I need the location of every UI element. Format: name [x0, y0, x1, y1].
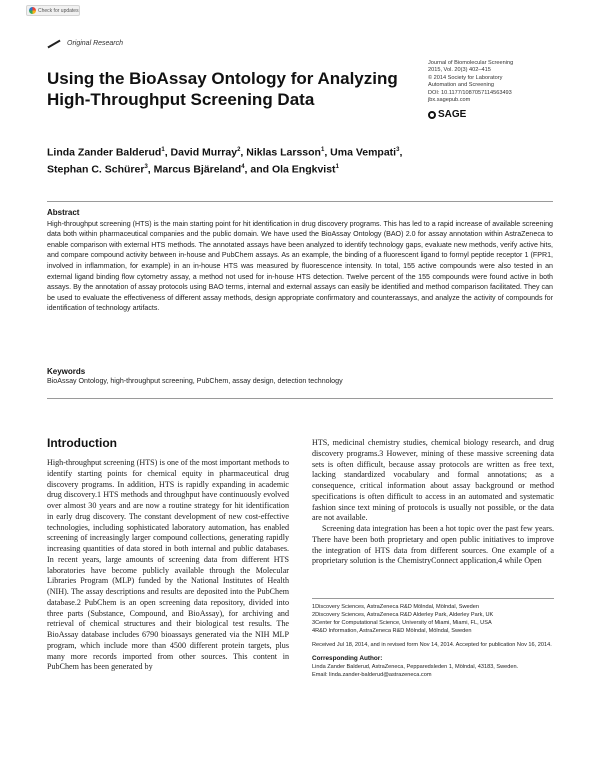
intro-paragraph-1: High-throughput screening (HTS) is one of the most important methods to identify starting points for chemical equity in pharmaceutical drug discovery programs. In addition, HTS is rapidly expanding in academic drug discovery.1 HTS methods and throughput have continuously evolved over almost 30 years and are now a routine strategy for hit identification in early drug discovery. The constant development of new cost-effective technologies, including sophisticated laboratory automation, has enabled screening of increasingly larger compound collections, generating rapidly increasing quantities of data stored in both internal and public databases. In recent years, large amounts of screening data from different HTS laboratories have become publicly available through the Molecular Libraries Program (MLP) funded by the National Institutes of Health (NIH). The assay descriptions and results are deposited into the PubChem database.2 PubChem is an open screening data repository, divided into three parts (Substance, Compound, and BioAssay), for archiving and retrieval of chemical structures and their biological test results. The BioAssay database includes 6790 bioassays generated via the NIH MLP program, which include more than 4500 different protein targets, plus many more records imported from other sources. This content in PubChem has been generated by: [47, 458, 289, 672]
check-updates-label: Check for updates: [38, 7, 79, 14]
intro-paragraph-3: Screening data integration has been a hot topic over the past few years. There have been both proprietary and open public initiatives to improve the integration of HTS data from different sources. One example of a proprietary solution is the ChemistryConnect application,4 while Open: [312, 524, 554, 566]
check-for-updates-badge[interactable]: [26, 5, 80, 16]
article-type: [47, 40, 123, 47]
abstract-label: Abstract: [47, 208, 80, 217]
journal-info-line: Journal of Biomolecular Screening: [428, 60, 514, 66]
abstract-bottom-rule: [47, 398, 553, 399]
right-column: [312, 438, 554, 567]
author-name: Marcus Bjäreland: [153, 163, 242, 175]
author-name: Niklas Larsson: [246, 146, 321, 159]
journal-info-line: 2015, Vol. 20(3) 402–415: [428, 67, 491, 74]
author-separator: ,: [164, 146, 171, 159]
article-type-label: Original Research: [67, 40, 124, 47]
author-name: David Murray: [170, 146, 238, 159]
author-affiliation-marker: 1: [320, 147, 325, 153]
section-slash-icon: [47, 39, 60, 48]
author-separator: ,: [240, 146, 247, 159]
affiliation-line: 1Discovery Sciences, AstraZeneca R&D Mölndal, Mölndal, Sweden: [312, 604, 479, 610]
affiliation-line: 4R&D Information, AstraZeneca R&D Mölndal, Mölndal, Sweden: [312, 628, 472, 634]
publisher-name: SAGE: [438, 109, 467, 120]
received-dates: Received Jul 18, 2014, and in revised form Nov 14, 2014. Accepted for publication Nov 16, 2014.: [312, 642, 552, 648]
sage-logo-icon: [428, 111, 436, 119]
author-affiliation-marker: 4: [241, 163, 245, 170]
keywords-label: Keywords: [47, 367, 86, 376]
footnotes: [312, 598, 554, 679]
author-affiliation-marker: 3: [396, 147, 400, 153]
corresponding-label: Corresponding Author:: [312, 655, 383, 662]
sage-logo: [428, 109, 466, 120]
author-separator: ,: [324, 146, 331, 159]
author-name: Uma Vempati: [330, 146, 397, 159]
paper-title: Using the BioAssay Ontology for Analyzing High-Throughput Screening Data: [47, 69, 398, 109]
journal-info: [428, 60, 558, 104]
author-affiliation-marker: 1: [335, 163, 339, 170]
abstract-top-rule: [47, 201, 553, 202]
author-line-1: [47, 143, 477, 160]
affiliations: [312, 603, 554, 635]
author-name: Linda Zander Balderud: [47, 146, 162, 159]
keywords-text: BioAssay Ontology, high-throughput screening, PubChem, assay design, detection technology: [47, 377, 343, 385]
author-line-2: [47, 160, 477, 177]
author-name: Ola Engkvist: [271, 163, 336, 175]
keywords-block: [47, 367, 553, 385]
author-separator: ,: [399, 146, 403, 159]
journal-info-line: © 2014 Society for Laboratory: [428, 74, 503, 81]
abstract-block: [47, 208, 553, 314]
author-separator: , and: [244, 163, 272, 175]
corresponding-details: [312, 663, 554, 679]
left-column: [47, 458, 289, 673]
affiliation-line: 3Center for Computational Science, University of Miami, Miami, FL, USA: [312, 620, 492, 626]
crossmark-icon: [29, 7, 36, 14]
journal-info-line: jbx.sagepub.com: [428, 97, 471, 104]
author-separator: ,: [147, 163, 154, 175]
intro-paragraph-2: HTS, medicinal chemistry studies, chemical biology research, and drug discovery programs.3 However, mining of these massive screening data sets is often difficult, because assay protocols are written as free text, lacking standardized vocabulary and formal annotations; as a consequence, critical information about assay background or method specifications is often difficult to access in an automated and systematic fashion since text mining of protocols is usually not possible, or the data are not available.: [312, 438, 554, 523]
abstract-text: High-throughput screening (HTS) is the main starting point for hit identification in drug discovery programs. This has led to a rapid increase of available screening data both within pharmaceutical companies and the public domain. We have used the BioAssay Ontology (BAO) 2.0 for assay annotation within AstraZeneca to enable comparison with external HTS methods. The annotated assays have been analyzed to identify technology gaps, evaluate new methods, verify active hits, and compare compound activity between in-house and PubChem assays. As an example, the binding of a fluorescent ligand to formyl peptide receptor 1 (FPR1, involved in inflammation, for example) in an in-house HTS was measured by fluorescence intensity. In total, 155 active compounds were also tested in an external ligand binding flow cytometry assay, a method not used for in-house HTS detection. Twelve percent of the 155 compounds were found active in both assays. By the annotation of assay protocols using BAO terms, internal and external assays can easily be identified and method comparison facilitated. They can be used to evaluate the effectiveness of different assay methods, design appropriate confirmatory and counterassays, and analyze the activity of compounds for identification of technology artifacts.: [47, 219, 553, 313]
journal-info-line: DOI: 10.1177/1087057114563493: [428, 89, 512, 96]
author-affiliation-marker: 2: [237, 147, 241, 153]
affiliation-line: 2Discovery Sciences, AstraZeneca R&D Alderley Park, Alderley Park, UK: [312, 612, 494, 618]
introduction-heading: Introduction: [47, 436, 117, 450]
journal-info-line: Automation and Screening: [428, 82, 494, 89]
footnote-rule: [312, 598, 554, 599]
corresponding-line: Email: linda.zander-balderud@astrazeneca.com: [312, 672, 432, 678]
author-name: Stephan C. Schürer: [47, 163, 145, 175]
author-affiliation-marker: 1: [161, 147, 165, 153]
author-affiliation-marker: 3: [144, 163, 148, 170]
author-list: [47, 143, 477, 176]
corresponding-line: Linda Zander Balderud, AstraZeneca, Pepparedsleden 1, Mölndal, 43183, Sweden.: [312, 664, 519, 670]
